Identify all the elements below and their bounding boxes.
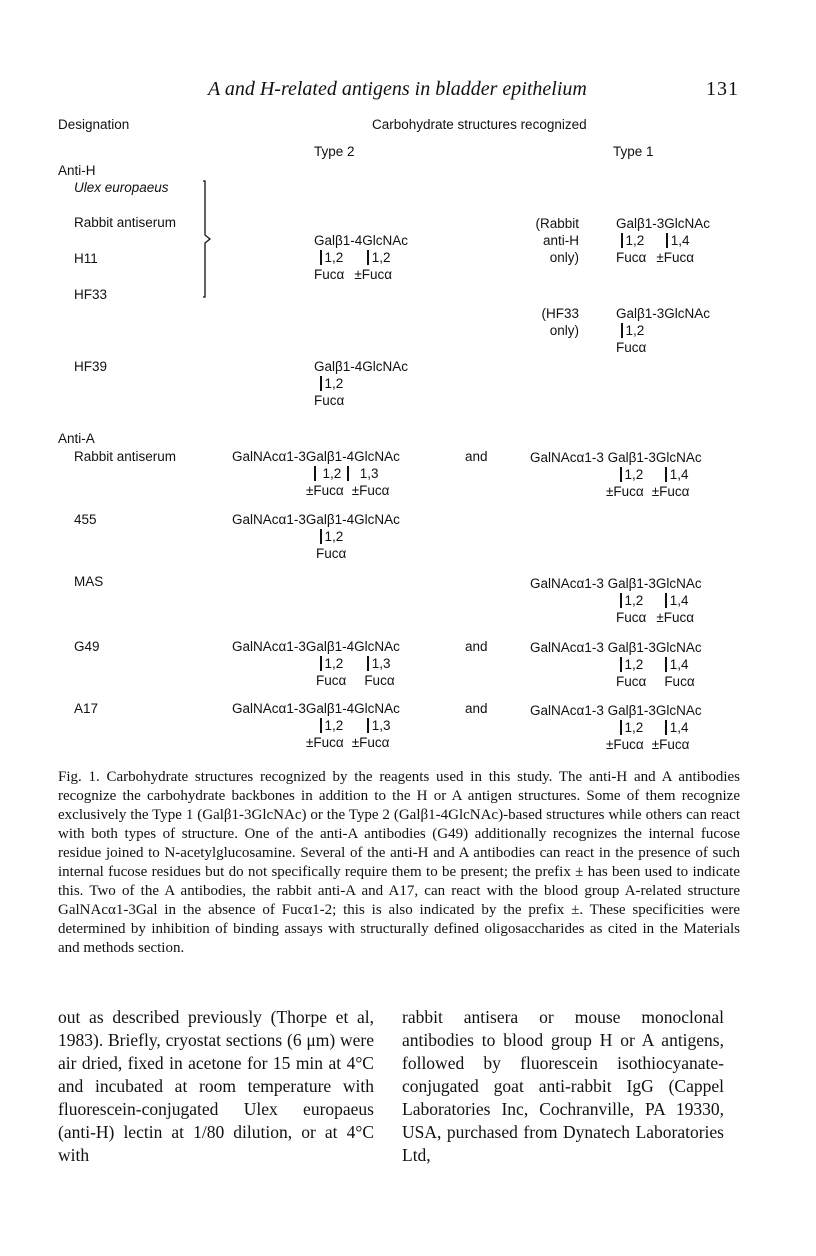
hf39-type2-structure: Galβ1-4GlcNAc 1,2 Fucα [314, 359, 409, 408]
and-connector: and [465, 639, 488, 654]
running-title: A and H-related antigens in bladder epithelium [208, 78, 587, 100]
hf33-type1-structure: Galβ1-3GlcNAc 1,2 Fucα [616, 306, 711, 355]
figure-caption: Fig. 1. Carbohydrate structures recognized by the reagents used in this study. The anti-H and A antibodies recognize the carbohydrate backbones in addition to the H or A antigen structures. Some of them recognize exclusively the Type 1 (Galβ1-3GlcNAc) or the Type 2 (Galβ1-4GlcNAc)-based structures while others can react with both types of structure. One of the anti-A antibodies (G49) additionally recognizes the internal fucose residue joined to N-acetylglucosamine. Several of the anti-H and A antibodies can react in the presence of such internal fucose residues but do not specifically require them to be present; the prefix ± has been used to indicate this. Two of the A antibodies, the rabbit anti-A and A17, can react with the blood group A-related structure GalNAcα1-3Gal in the absence of Fucα1-2; this is also indicated by the prefix ±. These specificities were determined by inhibition of binding assays with structurally defined oligosaccharides as cited in the Materials and methods section. [58, 769, 740, 956]
h11-label: H11 [74, 251, 98, 266]
ab-a17-type2-structure: GalNAcα1-3Galβ1-4GlcNAc 1,2 1,3 ±Fucα ±Fucα [232, 701, 400, 750]
page-number: 131 [706, 78, 739, 100]
and-connector: and [465, 701, 488, 716]
ab-g49-type2-structure: GalNAcα1-3Galβ1-4GlcNAc 1,2 1,3 Fucα Fucα [232, 639, 400, 688]
designation-header: Designation [58, 117, 130, 132]
rabbit-antiserum-h-label: Rabbit antiserum [74, 215, 177, 230]
and-connector: and [465, 449, 488, 464]
rabbit-antiserum-a-label: Rabbit antiserum [74, 449, 177, 464]
type1-header: Type 1 [613, 144, 654, 159]
ab-mas-label: MAS [74, 574, 104, 589]
hf39-label: HF39 [74, 359, 108, 374]
ab-g49-label: G49 [74, 639, 100, 654]
anti-a-heading: Anti-A [58, 431, 95, 446]
body-column-left [58, 1006, 374, 1167]
hf33-label: HF33 [74, 287, 108, 302]
type2-header: Type 2 [314, 144, 355, 159]
body-paragraph-left: out as described previously (Thorpe et al, 1983). Briefly, cryostat sections (6 μm) were air dried, fixed in acetone for 15 min at 4°C and incubated at room temperature with fluorescein-conjugated Ulex europaeus (anti-H) lectin at 1/80 dilution, or at 4°C with [58, 1007, 374, 1165]
grouping-brace [202, 180, 211, 298]
rabbit-a-type1-structure: GalNAcα1-3 Galβ1-3GlcNAc 1,2 1,4 ±Fucα ±Fucα [530, 450, 702, 499]
ab-a17-label: A17 [74, 701, 99, 716]
ab-mas-type1-structure: GalNAcα1-3 Galβ1-3GlcNAc 1,2 1,4 Fucα ±Fucα [530, 576, 702, 625]
rabbit-h-type1-structure: Galβ1-3GlcNAc 1,2 1,4 Fucα ±Fucα [616, 216, 711, 265]
rabbit-a-type2-structure: GalNAcα1-3Galβ1-4GlcNAc 1,2 1,3 ±Fucα ±Fucα [232, 449, 400, 498]
ab-455-type2-structure: GalNAcα1-3Galβ1-4GlcNAc 1,2 Fucα [232, 512, 400, 561]
body-paragraph-right: rabbit antisera or mouse monoclonal antibodies to blood group H or A antigens, followed by fluorescein isothiocyanate-conjugated goat anti-rabbit IgG (Cappel Laboratories Inc, Cochranville, PA 19330, USA, purchased from Dynatech Laboratories Ltd, [402, 1007, 724, 1165]
hf33-only-note: (HF33 only) [541, 306, 579, 338]
rabbit-only-note: (Rabbit anti-H only) [535, 216, 579, 265]
structures-header: Carbohydrate structures recognized [372, 117, 587, 132]
body-column-right [402, 1006, 724, 1167]
ab-a17-type1-structure: GalNAcα1-3 Galβ1-3GlcNAc 1,2 1,4 ±Fucα ±Fucα [530, 703, 702, 752]
ulex-label: Ulex europaeus [74, 180, 169, 195]
ab-g49-type1-structure: GalNAcα1-3 Galβ1-3GlcNAc 1,2 1,4 Fucα Fucα [530, 640, 702, 689]
ab-455-label: 455 [74, 512, 97, 527]
anti-h-heading: Anti-H [58, 163, 96, 178]
anti-h-group-type2-structure: Galβ1-4GlcNAc 1,2 1,2 Fucα ±Fucα [314, 233, 409, 282]
